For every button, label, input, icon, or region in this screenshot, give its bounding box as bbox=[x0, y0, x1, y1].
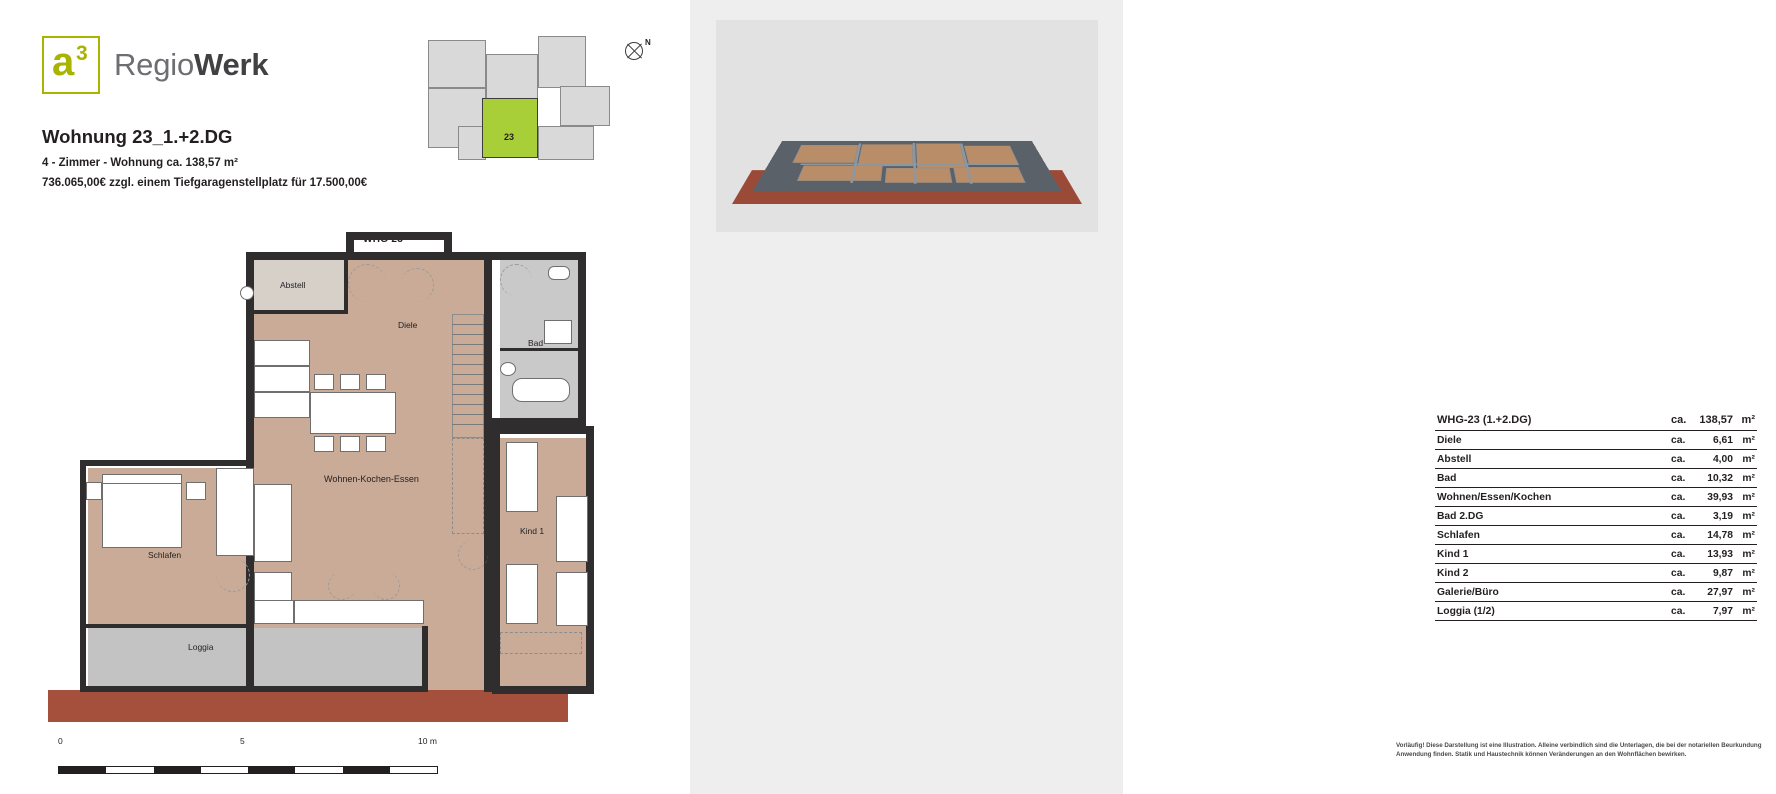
table-header-value bbox=[1671, 414, 1755, 426]
table-row bbox=[1435, 583, 1757, 602]
kitchen-counter bbox=[254, 340, 310, 366]
table-row bbox=[1435, 507, 1757, 526]
row-number: 13,93 bbox=[1707, 549, 1733, 560]
table-row bbox=[1435, 526, 1757, 545]
table-header-number: 138,57 bbox=[1699, 414, 1733, 426]
row-unit: m² bbox=[1742, 473, 1755, 484]
wall-horizontal bbox=[500, 426, 594, 434]
chair bbox=[340, 374, 360, 390]
wardrobe bbox=[506, 564, 538, 624]
compass-north-label: N bbox=[645, 38, 651, 47]
row-ca: ca. bbox=[1671, 454, 1686, 465]
table-row-header bbox=[1435, 410, 1757, 431]
headboard bbox=[102, 474, 182, 484]
cabinet bbox=[254, 600, 294, 624]
scale-label-mid: 5 bbox=[240, 736, 245, 746]
staircase-void bbox=[452, 438, 484, 534]
wall-partition bbox=[254, 310, 348, 314]
table-row bbox=[1435, 564, 1757, 583]
brand-name bbox=[114, 47, 268, 83]
row-unit: m² bbox=[1742, 568, 1755, 579]
wall-horizontal bbox=[492, 686, 594, 694]
row-value bbox=[1671, 511, 1755, 522]
row-ca: ca. bbox=[1671, 606, 1686, 617]
room-label-wohnen: Wohnen-Kochen-Essen bbox=[324, 474, 419, 484]
row-value bbox=[1671, 454, 1755, 465]
page-subtitle: 4 - Zimmer - Wohnung ca. 138,57 m² bbox=[42, 157, 238, 169]
row-number: 3,19 bbox=[1712, 511, 1733, 522]
washbasin bbox=[240, 286, 254, 300]
kitchen-counter bbox=[254, 366, 310, 392]
table-header-unit: m² bbox=[1741, 414, 1755, 426]
table-row bbox=[1435, 431, 1757, 450]
compass-icon bbox=[625, 38, 651, 64]
wall-partition bbox=[500, 348, 578, 351]
row-number: 14,78 bbox=[1707, 530, 1733, 541]
door-swing bbox=[328, 572, 356, 600]
row-unit: m² bbox=[1742, 549, 1755, 560]
wall-horizontal bbox=[492, 252, 586, 260]
logo-letter: a bbox=[52, 40, 75, 84]
page-title: Wohnung 23_1.+2.DG bbox=[42, 126, 233, 147]
room-label-diele: Diele bbox=[398, 320, 418, 330]
wall-horizontal bbox=[492, 418, 586, 426]
hatch-outline bbox=[500, 632, 582, 654]
brand-name-light: Regio bbox=[114, 47, 194, 82]
floorplan-drawing bbox=[48, 228, 648, 728]
door-swing bbox=[216, 558, 250, 592]
row-ca: ca. bbox=[1671, 549, 1686, 560]
table-row bbox=[1435, 545, 1757, 564]
desk bbox=[556, 496, 588, 562]
scale-label-start: 0 bbox=[58, 736, 63, 746]
table-header-ca: ca. bbox=[1671, 414, 1687, 426]
door-swing bbox=[348, 264, 386, 302]
keyplan-block bbox=[560, 86, 610, 126]
wall-vertical bbox=[484, 252, 492, 692]
row-unit: m² bbox=[1742, 511, 1755, 522]
row-unit: m² bbox=[1742, 454, 1755, 465]
row-name: Loggia (1/2) bbox=[1437, 606, 1495, 617]
chair bbox=[366, 374, 386, 390]
wall-horizontal bbox=[246, 252, 492, 260]
scale-label-end: 10 m bbox=[418, 736, 437, 746]
wall-horizontal bbox=[80, 460, 254, 466]
row-value bbox=[1671, 549, 1755, 560]
table-row bbox=[1435, 450, 1757, 469]
room-label-bad: Bad bbox=[528, 338, 544, 348]
row-number: 39,93 bbox=[1707, 492, 1733, 503]
logo-mark-icon bbox=[42, 36, 100, 94]
bathtub bbox=[512, 378, 570, 402]
row-name: Bad 2.DG bbox=[1437, 511, 1484, 522]
nightstand bbox=[186, 482, 206, 500]
row-value bbox=[1671, 568, 1755, 579]
row-unit: m² bbox=[1742, 492, 1755, 503]
staircase bbox=[452, 314, 484, 438]
wall-vertical bbox=[422, 626, 428, 692]
bed-single bbox=[506, 442, 538, 512]
row-number: 27,97 bbox=[1707, 587, 1733, 598]
keyplan-diagram bbox=[420, 22, 655, 182]
row-name: Kind 1 bbox=[1437, 549, 1469, 560]
wall-horizontal bbox=[80, 686, 428, 692]
wall-partition bbox=[80, 624, 254, 628]
table-header-name: WHG-23 (1.+2.DG) bbox=[1437, 414, 1532, 426]
row-name: Wohnen/Essen/Kochen bbox=[1437, 492, 1552, 503]
render-floor-slab bbox=[752, 141, 1062, 192]
nightstand bbox=[86, 482, 102, 500]
door-swing bbox=[372, 572, 400, 600]
wardrobe bbox=[216, 468, 254, 556]
row-number: 9,87 bbox=[1712, 568, 1733, 579]
row-value bbox=[1671, 473, 1755, 484]
cabinet-run bbox=[294, 600, 424, 624]
chair bbox=[314, 436, 334, 452]
price-line: 736.065,00€ zzgl. einem Tiefgaragenstellplatz für 17.500,00€ bbox=[42, 177, 368, 189]
row-unit: m² bbox=[1742, 606, 1755, 617]
row-ca: ca. bbox=[1671, 587, 1686, 598]
scale-bar-graphic bbox=[58, 766, 438, 774]
row-number: 10,32 bbox=[1707, 473, 1733, 484]
row-unit: m² bbox=[1742, 435, 1755, 446]
row-number: 7,97 bbox=[1712, 606, 1733, 617]
row-ca: ca. bbox=[1671, 511, 1686, 522]
room-label-kind1: Kind 1 bbox=[520, 526, 545, 536]
left-panel bbox=[0, 0, 690, 794]
row-ca: ca. bbox=[1671, 568, 1686, 579]
chair bbox=[340, 436, 360, 452]
keyplan-unit-label: 23 bbox=[504, 132, 515, 142]
row-value bbox=[1671, 435, 1755, 446]
logo-superscript: 3 bbox=[76, 42, 88, 65]
door-swing bbox=[400, 268, 434, 302]
row-value bbox=[1671, 492, 1755, 503]
keyplan-highlight-unit[interactable] bbox=[482, 98, 538, 158]
scale-bar bbox=[58, 736, 438, 774]
shelf bbox=[556, 572, 588, 626]
washbasin bbox=[500, 362, 516, 376]
door-swing bbox=[500, 264, 532, 296]
kitchen-counter bbox=[254, 392, 310, 418]
dining-table bbox=[310, 392, 396, 434]
brand-name-bold: Werk bbox=[194, 47, 269, 82]
room-label-loggia: Loggia bbox=[188, 642, 214, 652]
3d-render-image bbox=[716, 20, 1098, 232]
keyplan-block bbox=[538, 36, 586, 88]
table-row bbox=[1435, 602, 1757, 621]
wall-vertical bbox=[492, 426, 500, 694]
bed-double bbox=[102, 482, 182, 548]
room-label-abstell: Abstell bbox=[280, 280, 306, 290]
row-ca: ca. bbox=[1671, 492, 1686, 503]
room-label-schlafen: Schlafen bbox=[148, 550, 182, 560]
table-row bbox=[1435, 469, 1757, 488]
room-loggia bbox=[88, 628, 426, 690]
wall-horizontal bbox=[346, 232, 452, 240]
table-row bbox=[1435, 488, 1757, 507]
row-value bbox=[1671, 530, 1755, 541]
row-name: Galerie/Büro bbox=[1437, 587, 1499, 598]
chair bbox=[366, 436, 386, 452]
area-table bbox=[1435, 410, 1757, 621]
row-name: Kind 2 bbox=[1437, 568, 1469, 579]
row-value bbox=[1671, 587, 1755, 598]
row-name: Abstell bbox=[1437, 454, 1472, 465]
keyplan-block bbox=[428, 40, 486, 88]
brand-logo bbox=[42, 36, 268, 94]
row-ca: ca. bbox=[1671, 435, 1686, 446]
keyplan-block bbox=[538, 126, 594, 160]
row-unit: m² bbox=[1742, 587, 1755, 598]
wall-vertical bbox=[444, 232, 452, 260]
scale-ticks bbox=[58, 736, 438, 766]
row-unit: m² bbox=[1742, 530, 1755, 541]
toilet bbox=[548, 266, 570, 280]
row-name: Schlafen bbox=[1437, 530, 1480, 541]
wall-vertical bbox=[578, 252, 586, 432]
row-number: 6,61 bbox=[1712, 435, 1733, 446]
row-ca: ca. bbox=[1671, 530, 1686, 541]
row-name: Diele bbox=[1437, 435, 1462, 446]
terrace-band bbox=[48, 690, 568, 722]
disclaimer-text: Vorläufig! Diese Darstellung ist eine Illustration. Alleine verbindlich sind die Unterlagen, die bei der notariellen Beurkundung Anwendung finden. Statik und Haustechnik können Veränderungen an den Wohnflächen bewirken. bbox=[1396, 742, 1762, 758]
sofa bbox=[254, 484, 292, 562]
door-swing bbox=[458, 540, 488, 570]
row-ca: ca. bbox=[1671, 473, 1686, 484]
row-name: Bad bbox=[1437, 473, 1457, 484]
shower bbox=[544, 320, 572, 344]
right-panel bbox=[690, 0, 1762, 794]
row-value bbox=[1671, 606, 1755, 617]
row-number: 4,00 bbox=[1712, 454, 1733, 465]
chair bbox=[314, 374, 334, 390]
